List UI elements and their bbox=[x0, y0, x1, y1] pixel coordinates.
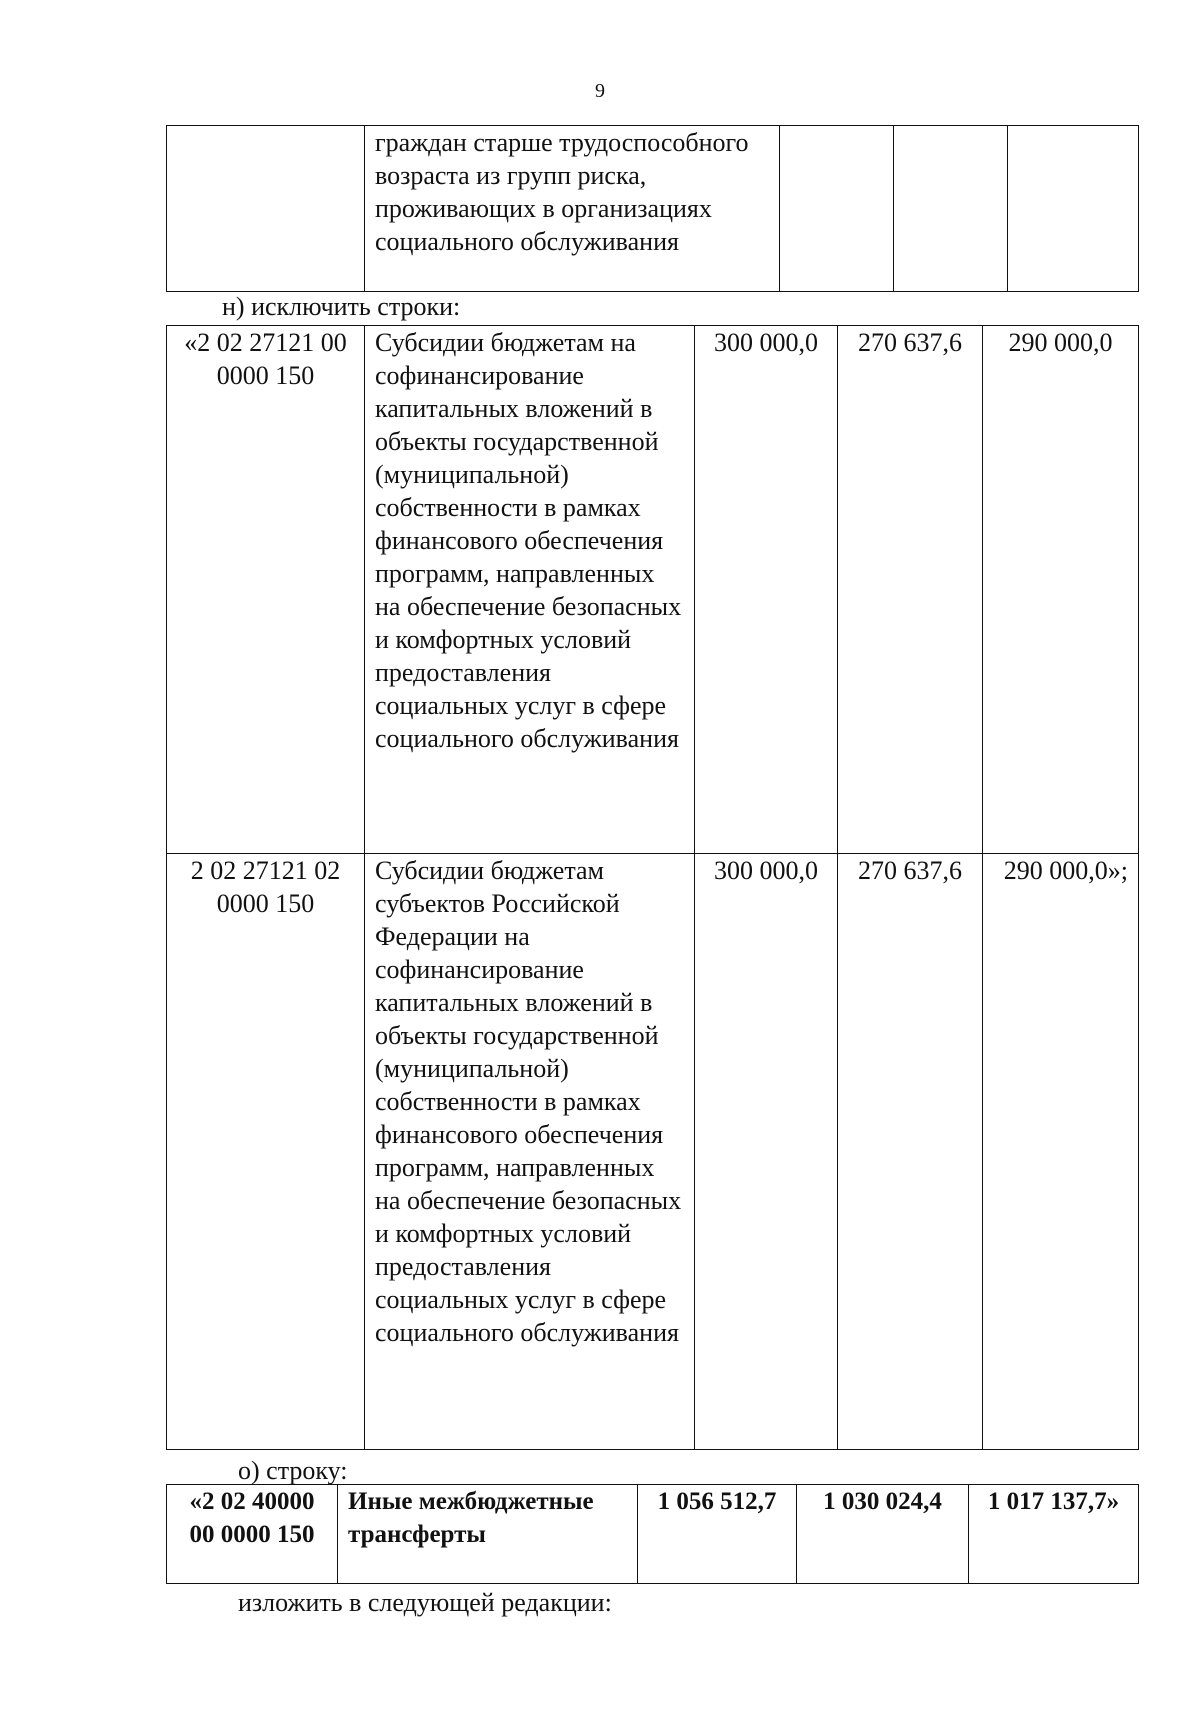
value-cell bbox=[780, 126, 894, 292]
value-cell: 1 030 024,4 bbox=[797, 1485, 969, 1584]
budget-code-cell: «2 02 27121 00 0000 150 bbox=[167, 326, 365, 854]
instruction-row: о) строку: bbox=[238, 1456, 348, 1485]
budget-code-cell bbox=[167, 126, 365, 292]
instruction-restate: изложить в следующей редакции: bbox=[238, 1588, 612, 1617]
value-cell bbox=[1008, 126, 1139, 292]
value-cell: 300 000,0 bbox=[695, 854, 838, 1450]
value-cell bbox=[894, 126, 1008, 292]
value-cell: 1 017 137,7» bbox=[969, 1485, 1139, 1584]
value-cell: 290 000,0 bbox=[983, 326, 1139, 854]
value-cell: 290 000,0»; bbox=[983, 854, 1139, 1450]
value-cell: 270 637,6 bbox=[838, 326, 983, 854]
value-cell: 300 000,0 bbox=[695, 326, 838, 854]
restated-row-table bbox=[166, 1484, 1139, 1584]
table-row bbox=[167, 1485, 1139, 1584]
table-row bbox=[167, 326, 1139, 854]
continuation-table bbox=[166, 125, 1139, 292]
description-cell: Субсидии бюджетам на софинансирование капитальных вложений в объекты государственной (муниципальной) собственности в рамках финансового обеспечения программ, направленных на обеспечение безопасных и комфортных условий предоставления социальных услуг в сфере социального обслуживания bbox=[365, 326, 695, 854]
budget-code-cell: «2 02 40000 00 0000 150 bbox=[167, 1485, 338, 1584]
description-cell: Иные межбюджетные трансферты bbox=[338, 1485, 638, 1584]
table-row bbox=[167, 126, 1139, 292]
description-cell: Субсидии бюджетам субъектов Российской Федерации на софинансирование капитальных вложений в объекты государственной (муниципальной) собственности в рамках финансового обеспечения программ, направленных на обеспечение безопасных и комфортных условий предоставления социальных услуг в сфере социального обслуживания bbox=[365, 854, 695, 1450]
table-row bbox=[167, 854, 1139, 1450]
budget-code-cell: 2 02 27121 02 0000 150 bbox=[167, 854, 365, 1450]
instruction-exclude-rows: н) исключить строки: bbox=[222, 292, 461, 321]
page-number: 9 bbox=[595, 80, 605, 102]
description-cell: граждан старше трудоспособного возраста из групп риска, проживающих в организациях социального обслуживания bbox=[365, 126, 780, 292]
value-cell: 1 056 512,7 bbox=[638, 1485, 797, 1584]
excluded-rows-table bbox=[166, 325, 1139, 1450]
value-cell: 270 637,6 bbox=[838, 854, 983, 1450]
